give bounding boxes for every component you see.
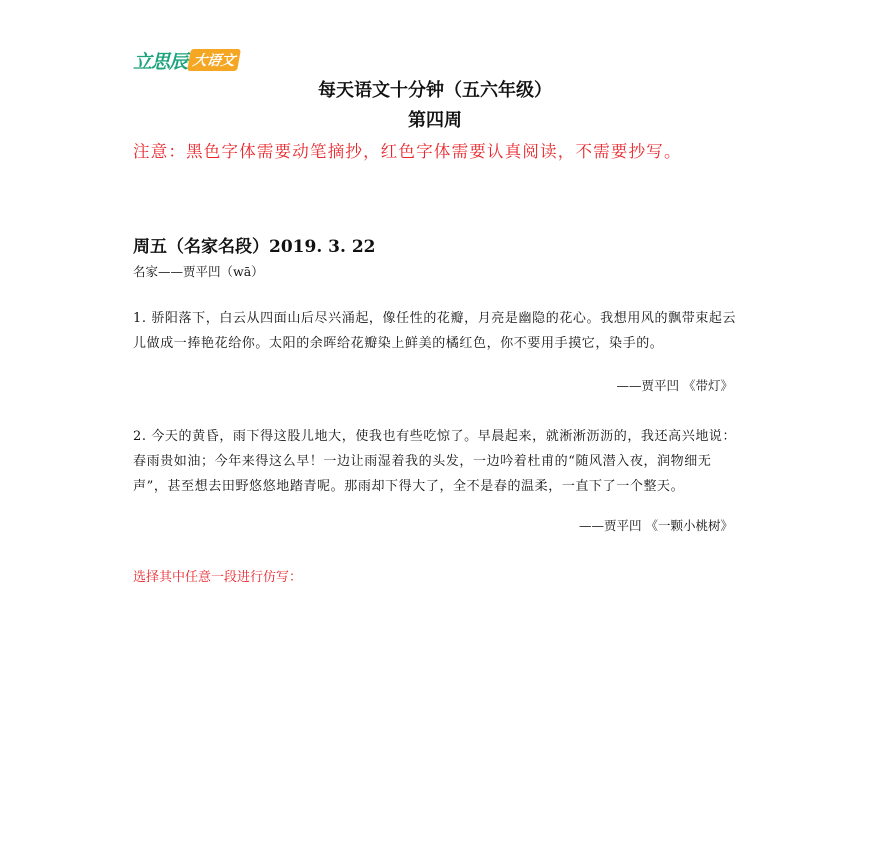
logo-brand: 立思辰 bbox=[133, 50, 188, 73]
passage-1: 1. 骄阳落下，白云从四面山后尽兴涌起，像任性的花瓣，月亮是幽隐的花心。我想用风的飘带束起云儿做成一捧艳花给你。太阳的余晖给花瓣染上鲜美的橘红色，你不要用手摸它，染手的。 bbox=[133, 311, 737, 351]
logo bbox=[133, 48, 239, 72]
logo-badge: 大语文 bbox=[187, 49, 241, 71]
passage-2-source: ——贾平凹 《一颗小桃树》 bbox=[579, 518, 733, 533]
passage-2: 2. 今天的黄昏，雨下得这股儿地大，使我也有些吃惊了。早晨起来，就淅淅沥沥的，我还高兴地说：春雨贵如油；今年来得这么早！一边让雨湿着我的头发，一边吟着杜甫的“随风潜入夜，润物细无声”，甚至想去田野悠悠地踏青呢。那雨却下得大了，全不是春的温柔，一直下了一个整天。 bbox=[133, 429, 737, 494]
week-heading: 第四周 bbox=[408, 110, 462, 131]
author-line: 名家——贾平凹（wā） bbox=[133, 264, 264, 279]
notice-text: 注意：黑色字体需要动笔摘抄，红色字体需要认真阅读，不需要抄写。 bbox=[133, 142, 682, 161]
day-heading: 周五（名家名段）2019. 3. 22 bbox=[133, 237, 376, 257]
page-title: 每天语文十分钟（五六年级） bbox=[318, 80, 552, 101]
passage-1-source: ——贾平凹 《带灯》 bbox=[616, 378, 733, 393]
instruction-text: 选择其中任意一段进行仿写： bbox=[133, 570, 303, 585]
